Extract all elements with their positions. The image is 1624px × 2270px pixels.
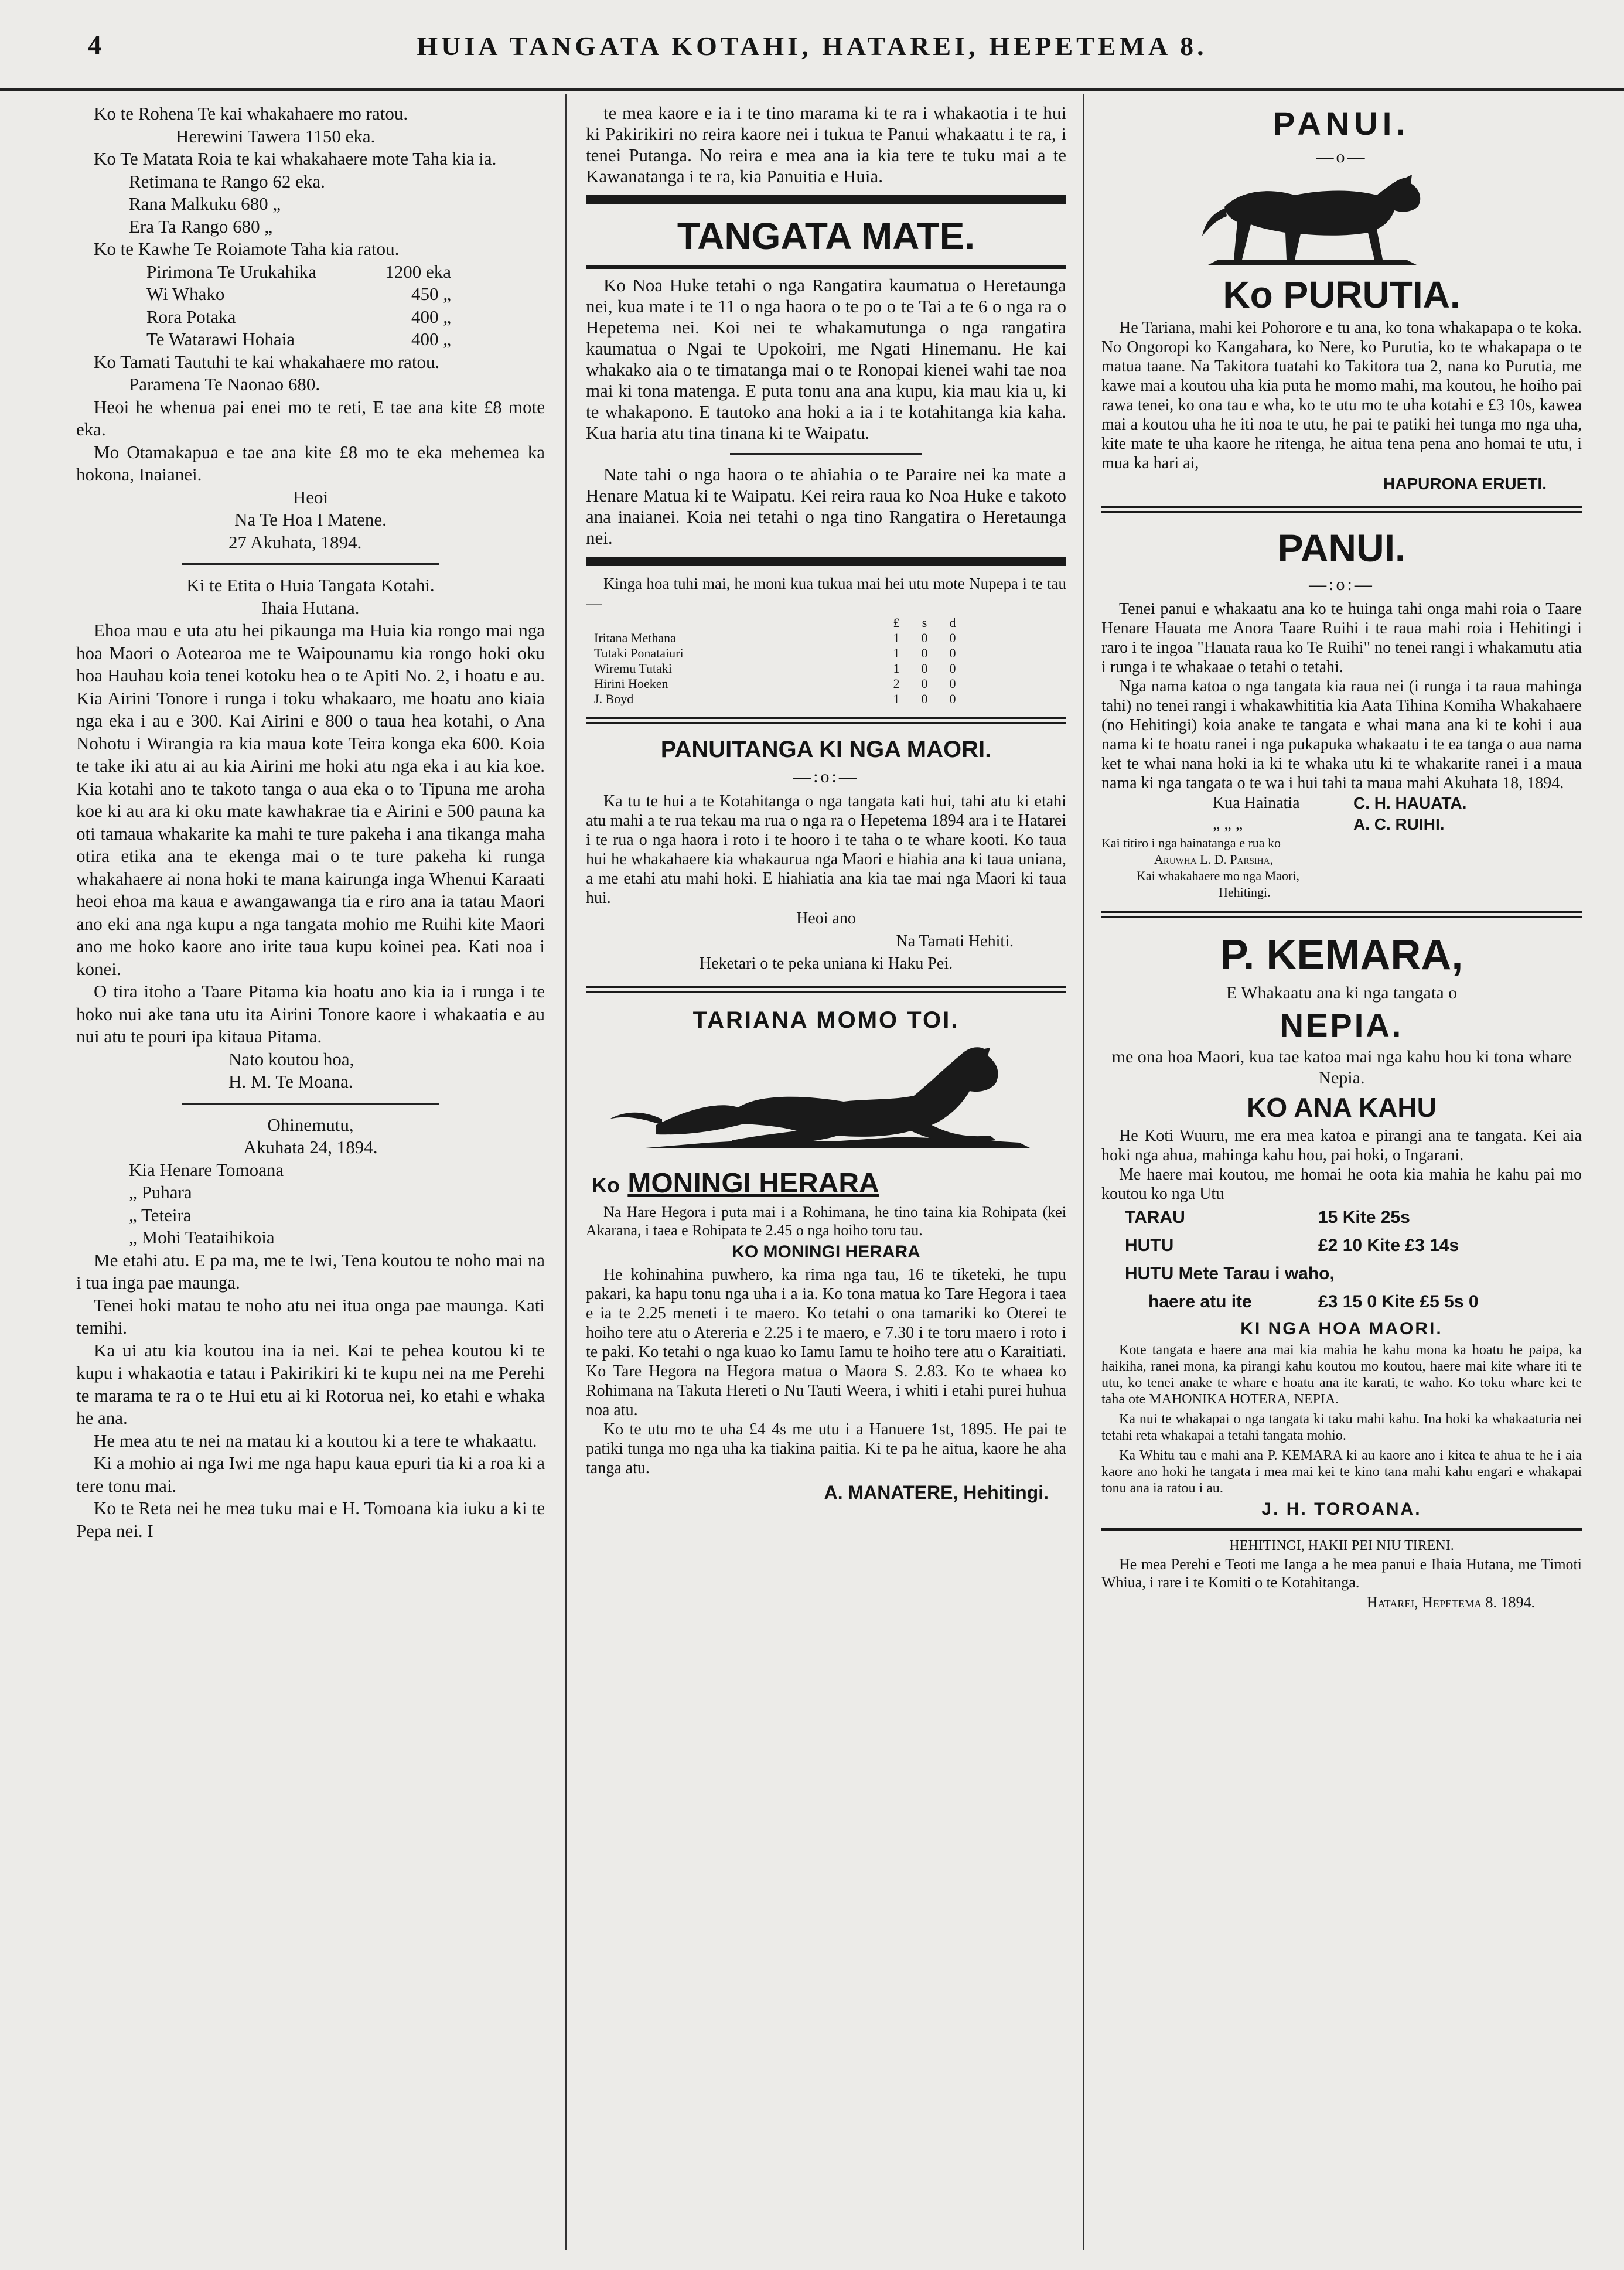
price-row xyxy=(1101,1204,1582,1232)
masthead xyxy=(0,0,1624,91)
letter-body: Me etahi atu. E pa ma, me te Iwi, Tena koutou te noho mai na i tua inga pae maunga. xyxy=(76,1249,545,1293)
witness-line: Kai titiro i nga hainatanga e rua ko xyxy=(1101,835,1281,850)
table-row xyxy=(592,630,967,646)
stallion-intro: Na Hare Hegora i puta mai i a Rohimana, he tino taina kia Rohipata (kei Akarana, i taea e Rohipata te 2.45 o nga hoiho toru tau. xyxy=(586,1203,1066,1239)
stallion-description: He kohinahina puwhero, ka rima nga tau, 16 te tiketeki, he tupu pakari, ka hapu tonu nga uha i a ia. Ko tona matua ko Tare Hegora i taea e ia te 2.25 meneti i te maero. Ko tetahi o ona tamariki ko Oterei te hoiho tere atu o Atereria e 2.25 i te maero, e 7.30 i te toru maero i roto i te paki. Ko tetahi o nga kuao ko Iamu Iamu te hoiho tere atu o Karaitiati. Ko Tare Hegora na Hegora matua o Maora S. 2.83. Ko te whaea ko Rohimana na Takuta Hereti o Nu Tauti Weera, i whiti i etahi purei huhua noa atu. xyxy=(586,1265,1066,1419)
cell: 2 xyxy=(893,676,900,691)
letter-address: Ki te Etita o Huia Tangata Kotahi. xyxy=(186,575,435,595)
ornament: —:o:— xyxy=(793,767,859,786)
price-value: £3 15 0 Kite £5 5s 0 xyxy=(1318,1292,1479,1311)
paragraph: Ko te Rohena Te kai whakahaere mo ratou. xyxy=(94,103,408,124)
signatory: C. H. HAUATA. xyxy=(1353,793,1467,812)
letter-body: He mea atu te nei na matau ki a koutou ki a tere te whakaatu. xyxy=(94,1430,537,1451)
advert-text: Ka Whitu tau e mahi ana P. KEMARA ki au kaore ano i kitea te ahua te he i aia kaore ano hoki he tangata i mea mai kei te kino tana mahi kahu engari e whakapai tonu ana ia ratou i au. xyxy=(1101,1448,1582,1496)
signature: Na Te Hoa I Matene. xyxy=(234,509,387,530)
cell: 0 xyxy=(949,630,956,645)
date: 27 Akuhata, 1894. xyxy=(228,531,362,553)
letter-body: Ki a mohio ai nga Iwi me nga hapu kaua epuri tia ki a roa ki a tere tonu mai. xyxy=(76,1453,545,1496)
obituary-text: Ko Noa Huke tetahi o nga Rangatira kaumatua o Heretaunga nei, kua mate i te 11 o nga haora o te po o te Tai a te 6 o nga ra o Hepetema nei. Koi nei te whakamutunga o nga rangatira kaumatua o Ngai te Upokoiri, me Ngati Hinemanu. He kai whakako aia o te timatanga mai o te Ronopai kienei wahi tae noa mai ki tona matenga. E puta tonu ana ana kupu, kia mau kia u, ki te whakapono. E tautoko ana hoki a ia i te kotahitanga kia kaha. Kua haria atu tina tinana ki te Waipatu. xyxy=(586,275,1066,443)
cell: Tutaki Ponataiuri xyxy=(594,646,684,660)
column-3 xyxy=(1101,103,1582,2270)
signatory: A. C. RUIHI. xyxy=(1353,814,1445,833)
list-value: 400 „ xyxy=(411,329,451,349)
list-value: 1200 eka xyxy=(385,261,451,282)
obituary-text: Nate tahi o nga haora o te ahiahia o te Paraire nei ka mate a Henare Matua ki te Waipatu. Kei reira raua ko Noa Huke e takoto ana inaianei. Koia nei tetahi o nga tino Rangatira o Heretaunga nei. xyxy=(586,464,1066,548)
paragraph: Heoi he whenua pai enei mo te reti, E tae ana kite £8 mote eka. xyxy=(76,396,545,439)
notice-signature: Na Tamati Hehiti. xyxy=(896,932,1014,950)
divider xyxy=(182,1103,439,1105)
notice-text: Nga nama katoa o nga tangata kia raua nei (i runga i ta raua mahinga tahi) no tenei rangi i whakawhititia kia Aata Tihina Komiha Whakahaere (no Hehitingi) koia anake te tangata e whai mana ana ki te kohi i aua nama ki te hoatu ranei i nga pukapuka whakaatu i te ea tanga o aua nama ket te whai nana hoki ia ki te whaka utu ki te whakarite ranei i a maua nama ki nga tangata o te wa i hui tahi ta maua mahi Akuhata 18, 1894. xyxy=(1101,677,1582,792)
cell: 0 xyxy=(921,646,928,660)
advertiser-signature: A. MANATERE, Hehitingi. xyxy=(824,1481,1049,1503)
advert-text: He Koti Wuuru, me era mea katoa e pirangi ana te tangata. Kei aia hoki nga ahua, mahinga kahu hou, pai hoki, o Ingarani. xyxy=(1101,1127,1582,1164)
list-item xyxy=(76,306,545,329)
paragraph: Ko Tamati Tautuhi te kai whakahaere mo ratou. xyxy=(94,351,440,372)
divider xyxy=(586,557,1066,566)
divider xyxy=(586,986,1066,993)
masthead-title: HUIA TANGATA KOTAHI, HATAREI, HEPETEMA 8. xyxy=(417,31,1207,61)
advert-signature: J. H. TOROANA. xyxy=(1261,1499,1422,1519)
paragraph: Ko Te Matata Roia te kai whakahaere mote Taha kia ia. xyxy=(94,148,497,169)
stallion-fee: Ko te utu mo te uha £4 4s me utu i a Hanuere 1st, 1895. He pai te patiki tunga mo nga uha ka tiakina paitia. Ki te pa he aitua, kaore he aha tanga atu. xyxy=(586,1420,1066,1477)
notice-text: Tenei panui e whakaatu ana ko te huinga tahi onga mahi roia o Taare Henare Hauata me Anora Taare Ruihi i te raua mahi roia i Hehitingi i raro i te ingoa "Hauata raua ko Te Ruihi" no tenei rangi i whakamutu atia i runga i te whakaae o tetahi o tetahi. xyxy=(1101,599,1582,676)
divider xyxy=(586,717,1066,724)
cell: 0 xyxy=(949,691,956,706)
subscriptions-table xyxy=(592,615,967,707)
subheading: KO MONINGI HERARA xyxy=(732,1242,920,1262)
table-header-row xyxy=(592,615,967,630)
witness-line: Hehitingi. xyxy=(1219,884,1271,899)
list-name: Rora Potaka xyxy=(146,306,236,327)
paragraph: Heoi xyxy=(292,486,329,507)
table-row xyxy=(592,661,967,676)
cell: 0 xyxy=(949,676,956,691)
paragraph: Herewini Tawera 1150 eka. xyxy=(176,125,376,146)
signature-row xyxy=(1101,814,1582,835)
notice-title: PANUI. xyxy=(1277,526,1406,570)
letter-recipient: „ Puhara xyxy=(129,1182,192,1202)
signed-label: Kua Hainatia xyxy=(1213,793,1300,812)
divider xyxy=(1101,506,1582,513)
letter-place: Ohinemutu, xyxy=(267,1114,354,1135)
notice-close: Heoi ano xyxy=(796,909,856,928)
letter-body: O tira itoho a Taare Pitama kia hoatu ano kia ia i runga i te hoko nui ake tana utu ita Airini Tonore kaore i whakaatia e au nui atu te pouri ipa kitaua Pitama. xyxy=(76,981,545,1047)
paragraph: Mo Otamakapua e tae ana kite £8 mo te eka mehemea ka hokona, Inaianei. xyxy=(76,441,545,485)
letter-date: Akuhata 24, 1894. xyxy=(243,1137,378,1157)
paragraph: Retimana te Rango 62 eka. xyxy=(129,171,325,192)
cell: 0 xyxy=(921,691,928,706)
divider xyxy=(586,195,1066,204)
page-number: 4 xyxy=(88,30,101,60)
witness-line: Aruwha L. D. Parsiha, xyxy=(1154,851,1273,867)
cell: 1 xyxy=(893,691,900,706)
letter-close: Nato koutou hoa, xyxy=(228,1048,354,1069)
place-heading: NEPIA. xyxy=(1280,1007,1404,1044)
stallion-name: Ko PURUTIA. xyxy=(1223,274,1461,316)
list-value: 450 „ xyxy=(411,284,451,304)
letter-body: Ko te Reta nei he mea tuku mai e H. Tomoana kia iuku a ki te Pepa nei. I xyxy=(76,1498,545,1541)
stallion-name: MONINGI HERARA xyxy=(627,1167,879,1199)
list-item xyxy=(76,283,545,306)
list-name: Wi Whako xyxy=(146,284,225,304)
notice-text: Ka tu te hui a te Kotahitanga o nga tangata kati hui, tahi atu ki etahi atu mahi a te rua tekau ma rua o nga ra o Hepetema 1894 ara i te Hatarei i te rua o nga haora i roto i te hooro i te taha o te whare kooti. Ko taua hui he whakahaere kia whakaurua nga Maori e hiahia ana ki taua uniana, a me etahi atu mahi hoki. E hiahiatia ana kia tae mai nga Maori ki taua hui. xyxy=(586,792,1066,907)
cell: 0 xyxy=(949,661,956,676)
witness-line: Kai whakahaere mo nga Maori, xyxy=(1137,868,1299,883)
price-row xyxy=(1101,1288,1582,1316)
list-item xyxy=(76,261,545,284)
price-row xyxy=(1101,1232,1582,1260)
paragraph: Paramena Te Naonao 680. xyxy=(129,374,320,394)
paragraph: Rana Malkuku 680 „ xyxy=(129,193,281,214)
section-heading: TARIANA MOMO TOI. xyxy=(692,1007,960,1033)
paragraph: te mea kaore e ia i te tino marama ki te ra i whakaotia i te hui ki Pakirikiri no reira kaore nei i tukua te Panui whakaatu i te ra, i tenei Putanga. No reira e mea ana ia kia tere te tuku mai a te Kawanatanga i te ra, kia Panuitia e Huia. xyxy=(586,103,1066,186)
cell: 1 xyxy=(893,630,900,645)
cell: J. Boyd xyxy=(594,691,634,706)
advert-text: Me haere mai koutou, me homai he oota kia mahia he kahu pai mo koutou ko nga Utu xyxy=(1101,1165,1582,1203)
table-row xyxy=(592,676,967,691)
column-rule xyxy=(1083,94,1084,2250)
paragraph: Ko te Kawhe Te Roiamote Taha kia ratou. xyxy=(94,238,400,259)
list-value: 400 „ xyxy=(411,306,451,327)
price-item: HUTU xyxy=(1125,1236,1174,1255)
letter-body: Ehoa mau e uta atu hei pikaunga ma Huia kia rongo mai nga hoa Maori o Aotearoa me te Waipounamu kia rongo hoki oku hoa Hauhau koia tenei kotoku hea o te Apiti No. 2, i hoatu e au. Kia Airini Tonore i runga i toku whakaaro, me hoatu ano kiaia nga eka i au e 300. Kai Airini e 800 o taua hea kotahi, o Ana Nohotu i Wirangia ra kia maua kote Teira konga eka 600. Koia te take iki atu ai au kia Airini me hoki atu nga eka i au kia koe. Kia kotahi ano te takoto tanga o aua eka o to Tipuna me aroha koe ki au ara ki oku mate kawhakrae tia e Airini e 500 pauna ka oti tamaua whakarite ka mahi te ture pakeha i ana tikanga maha otira etika ana te ekenga mai o te ture pakeha ki runga whakahaere ai nona hoki te mana kairunga inga Whenui Karaati heoi ehoa ma kaua e awangawanga tia e riro ana ia tatau Maori ano eki ana nga kupu a nga tangata mohio me Ruihi kite Maori ano me hoko kaore ano irite taua kupu koinei pea. Kati noa i konei. xyxy=(76,620,545,979)
price-item: HUTU Mete Tarau i waho, xyxy=(1125,1264,1335,1283)
imprint-heading: HEHITINGI, HAKII PEI NIU TIRENI. xyxy=(1229,1538,1454,1553)
letter-recipient: „ Teteira xyxy=(129,1204,192,1225)
notice-title: Heketari o te peka uniana ki Haku Pei. xyxy=(699,955,953,973)
price-item: haere atu ite xyxy=(1148,1292,1252,1311)
price-value: 15 Kite 25s xyxy=(1318,1208,1410,1227)
imprint-date: Hatarei, Hepetema 8. 1894. xyxy=(1366,1594,1535,1611)
cell: Wiremu Tutaki xyxy=(594,661,672,676)
divider xyxy=(1101,1528,1582,1531)
letter-body: Tenei hoki matau te noho atu nei itua onga pae maunga. Kati temihi. xyxy=(76,1294,545,1338)
cell: 1 xyxy=(893,661,900,676)
advert-line: me ona hoa Maori, kua tae katoa mai nga kahu hou ki tona whare Nepia. xyxy=(1111,1047,1572,1088)
advert-text: Kote tangata e haere ana mai kia mahia he kahu mona ka hoatu he paipa, ka haikiha, ranei mona, ka pirangi kahu koutou mo koutou, haere mai kite whare iti te utu, ko tenei anake te whare e hoatu ana ite karati, te waho. Ko toku whare kei te taha ote MAHONIKA HOTERA, NEPIA. xyxy=(1101,1342,1582,1407)
ditto-marks: „ „ „ xyxy=(1213,814,1243,833)
divider xyxy=(730,453,922,455)
advert-text: Ka nui te whakapai o nga tangata ki taku mahi kahu. Ina hoki ka whakaaturia nei tetahi reta whakapai a tetahi tangata mohio. xyxy=(1101,1412,1582,1443)
trotting-horse-illustration xyxy=(1101,172,1582,271)
subheading: KI NGA HOA MAORI. xyxy=(1240,1319,1443,1338)
column-2 xyxy=(586,103,1066,2270)
price-item: TARAU xyxy=(1125,1208,1185,1227)
list-item xyxy=(76,328,545,351)
divider xyxy=(182,563,439,565)
running-horse-illustration xyxy=(586,1037,1066,1166)
section-heading: TANGATA MATE. xyxy=(677,215,975,257)
column-header: £ xyxy=(893,615,900,630)
paragraph: Era Ta Rango 680 „ xyxy=(129,216,273,237)
divider xyxy=(1101,911,1582,918)
cell: Iritana Methana xyxy=(594,630,676,645)
signature-row xyxy=(1101,793,1582,814)
column-header: s xyxy=(922,615,927,630)
price-value: £2 10 Kite £3 14s xyxy=(1318,1236,1459,1255)
notice-text: He Tariana, mahi kei Pohorore e tu ana, ko tona whakapapa o te koka. No Ongoropi ko Kangahara, ko Nere, ko Purutia, ko te whakapapa o te matua taane. Na Takitora tuatahi ko Takitora tua 2, nana ko Purutia, me kawe mai a koutou uha kia puta he momo mahi, ma koutou, he hoiho pai rawa tenei, ko ona tau e wha, ko te utu mo te uha kotahi e £3 10s, kawea mai a koutou uha he iti noa te utu, he pai te patiki hei tunga mo nga uha, kite mate te uha kaore he ritenga, he aitua tena pena ano homai te utu, i mua ka hari ai, xyxy=(1101,319,1582,472)
list-name: Pirimona Te Urukahika xyxy=(146,261,316,282)
letter-address: Ihaia Hutana. xyxy=(261,597,360,618)
section-heading: PANUITANGA KI NGA MAORI. xyxy=(660,737,992,762)
letter-body: Ka ui atu kia koutou ina ia nei. Kai te pehea koutou ki te kupu i whakaotia e tatau i Pakirikiri ki te kupu nei na me Perehi te marama te ra o te Hui etu ai ki Rotorua nei, ko etahi e whaka he ana. xyxy=(76,1339,545,1428)
table-row xyxy=(592,646,967,661)
letter-recipient: Kia Henare Tomoana xyxy=(129,1159,284,1180)
cell: 1 xyxy=(893,646,900,660)
cell: 0 xyxy=(949,646,956,660)
letter-recipient: „ Mohi Teataihikoia xyxy=(129,1227,275,1248)
column-header: d xyxy=(949,615,956,630)
subheading: KO ANA KAHU xyxy=(1247,1092,1437,1123)
advert-line: E Whakaatu ana ki nga tangata o xyxy=(1226,983,1458,1003)
cell: 0 xyxy=(921,630,928,645)
ornament: —o— xyxy=(1316,147,1367,166)
cell: 0 xyxy=(921,661,928,676)
stallion-name-line xyxy=(586,1166,1066,1203)
price-row xyxy=(1101,1260,1582,1288)
list-name: Te Watarawi Hohaia xyxy=(146,329,295,349)
divider xyxy=(586,265,1066,269)
table-row xyxy=(592,691,967,707)
cell: 0 xyxy=(921,676,928,691)
notice-signature: HAPURONA ERUETI. xyxy=(1383,475,1547,493)
ornament: —:o:— xyxy=(1309,574,1374,594)
cell: Hirini Hoeken xyxy=(594,676,668,691)
notice-title: PANUI. xyxy=(1273,105,1410,142)
column-rule xyxy=(565,94,567,2250)
name-prefix: Ko xyxy=(592,1173,620,1197)
imprint-text: He mea Perehi e Teoti me Ianga a he mea panui e Ihaia Hutana, me Timoti Whiua, i rare i te Komiti o te Kotahitanga. xyxy=(1101,1556,1582,1591)
subscriptions-intro: Kinga hoa tuhi mai, he moni kua tukua mai hei utu mote Nupepa i te tau— xyxy=(586,575,1066,611)
letter-signature: H. M. Te Moana. xyxy=(228,1071,353,1092)
column-1 xyxy=(76,103,545,2270)
advertiser-title: P. KEMARA, xyxy=(1220,931,1463,979)
